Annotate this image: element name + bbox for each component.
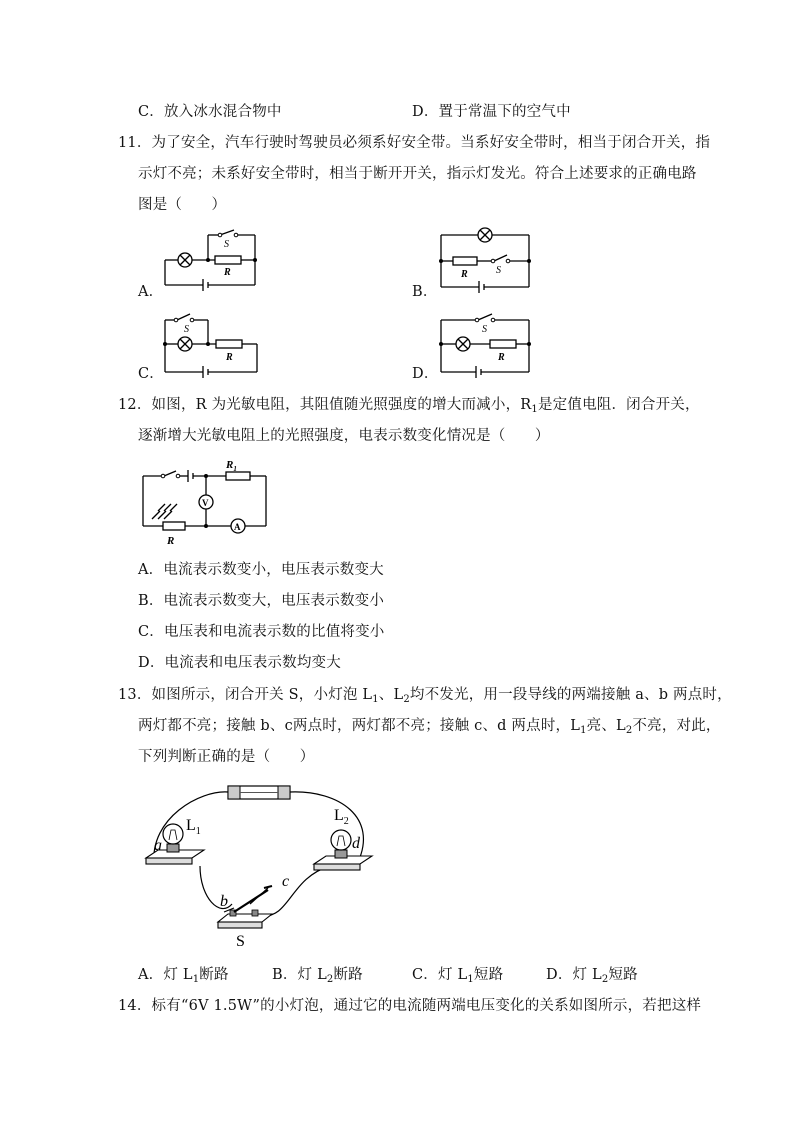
q13-option-d-pre: D．灯 L (546, 967, 602, 983)
q13-stem-line1-a: 13．如图所示，闭合开关 S，小灯泡 L (118, 687, 373, 703)
q13-stem-line1-b: 、L (378, 687, 404, 703)
point-b-label: b (220, 893, 228, 910)
resistor-label: R (461, 269, 468, 280)
q14-stem-line1: 14．标有“6V 1.5W”的小灯泡，通过它的电流随两端电压变化的关系如图所示，若把这样 (118, 998, 702, 1014)
q13-option-a (138, 965, 229, 985)
q12-stem-line1-post: 是定值电阻．闭合开关， (537, 397, 700, 413)
q12-option-c: C．电压表和电流表示数的比值将变小 (138, 624, 385, 640)
q13-sub: 2 (403, 694, 410, 705)
switch-s-label: S (236, 933, 245, 950)
q11-stem-line1: 11．为了安全，汽车行驶时驾驶员必须系好安全带。当系好安全带时，相当于闭合开关，指 (118, 135, 711, 151)
q13-stem-line2-a: 两灯都不亮；接触 b、c两点时，两灯都不亮；接触 c、d 两点时，L (138, 718, 581, 734)
voltmeter-label: V (202, 498, 209, 508)
switch-label: S (224, 239, 229, 250)
q13-option-c (412, 965, 503, 985)
photoresistor-icon (163, 522, 185, 530)
q13-option-d-post: 短路 (608, 967, 638, 983)
q12-option-b: B．电流表示数变大，电压表示数变小 (138, 593, 385, 609)
q13-option-d (546, 965, 638, 985)
q13-sub: 2 (601, 974, 609, 985)
q13-option-a-post: 断路 (199, 967, 229, 983)
q13-stem-line1-c: 均不发光，用一段导线的两端接触 a、b 两点时， (409, 687, 732, 703)
resistor-icon (216, 340, 242, 348)
point-d-label: d (352, 835, 360, 852)
resistor-label: R (498, 352, 505, 363)
r1-label: $R_1$ (226, 459, 237, 473)
q11-circuit-c (160, 310, 270, 382)
q13-stem-line1 (118, 685, 732, 705)
point-c-label: c (282, 873, 290, 890)
fuse-icon (228, 786, 290, 799)
q12-option-a: A．电流表示数变小，电压表示数变大 (138, 562, 384, 578)
q12-stem-sub: 1 (531, 404, 538, 415)
q13-option-b-pre: B．灯 L (272, 967, 327, 983)
q11-circuit-a (160, 228, 270, 298)
q13-option-b-post: 断路 (333, 967, 363, 983)
resistor-label: R (224, 267, 231, 278)
switch-label: S (496, 265, 501, 276)
r-label: R (167, 535, 175, 547)
q12-stem-line2: 逐渐增大光敏电阻上的光照强度，电表示数变化情况是（ ） (138, 428, 550, 444)
q11-stem-line2: 示灯不亮；未系好安全带时，相当于断开开关，指示灯发光。符合上述要求的正确电路 (138, 166, 697, 182)
q13-option-c-post: 短路 (473, 967, 504, 983)
q11-circuit-b (436, 225, 536, 297)
q13-option-c-pre: C．灯 L (412, 967, 468, 983)
q11-stem-line3: 图是（ ） (138, 197, 227, 213)
q13-stem-line2-b: 亮、L (586, 718, 626, 734)
q13-stem-line2 (138, 716, 721, 736)
switch-label: S (482, 324, 487, 335)
q13-stem-line3: 下列判断正确的是（ ） (138, 749, 315, 765)
q13-sub: 1 (580, 725, 587, 736)
q13-stem-line2-c: 不亮，对此， (632, 718, 721, 734)
q13-option-b (272, 965, 363, 985)
l2-label: $L_2$ (334, 807, 349, 827)
q11-label-b: B． (412, 284, 438, 300)
q13-sub: 1 (192, 974, 200, 985)
q11-label-a: A． (138, 284, 164, 300)
resistor-icon (490, 340, 516, 348)
point-a-label: a (154, 837, 162, 854)
ammeter-label: A (234, 522, 241, 532)
q11-label-d: D． (412, 366, 439, 382)
q11-label-c: C． (138, 366, 164, 382)
q11-circuit-d (436, 310, 536, 382)
q13-sub: 1 (467, 974, 474, 985)
q13-sub: 1 (372, 694, 379, 705)
q10-option-d: D．置于常温下的空气中 (412, 104, 571, 120)
q10-option-c: C．放入冰水混合物中 (138, 104, 282, 120)
resistor-r1-icon (226, 472, 250, 480)
q13-sub: 2 (625, 725, 633, 736)
q13-option-a-pre: A．灯 L (138, 967, 193, 983)
q13-circuit (140, 778, 380, 950)
resistor-icon (215, 256, 241, 264)
q12-circuit (138, 456, 273, 548)
q12-stem-line1-pre: 12．如图，R 为光敏电阻，其阻值随光照强度的增大而减小，R (118, 397, 532, 413)
switch-label: S (184, 324, 189, 335)
q12-option-d: D．电流表和电压表示数均变大 (138, 655, 341, 671)
l1-label: $L_1$ (186, 817, 201, 837)
q12-stem-line1 (118, 395, 700, 415)
resistor-label: R (226, 352, 233, 363)
resistor-icon (453, 257, 477, 265)
q13-sub: 2 (326, 974, 334, 985)
